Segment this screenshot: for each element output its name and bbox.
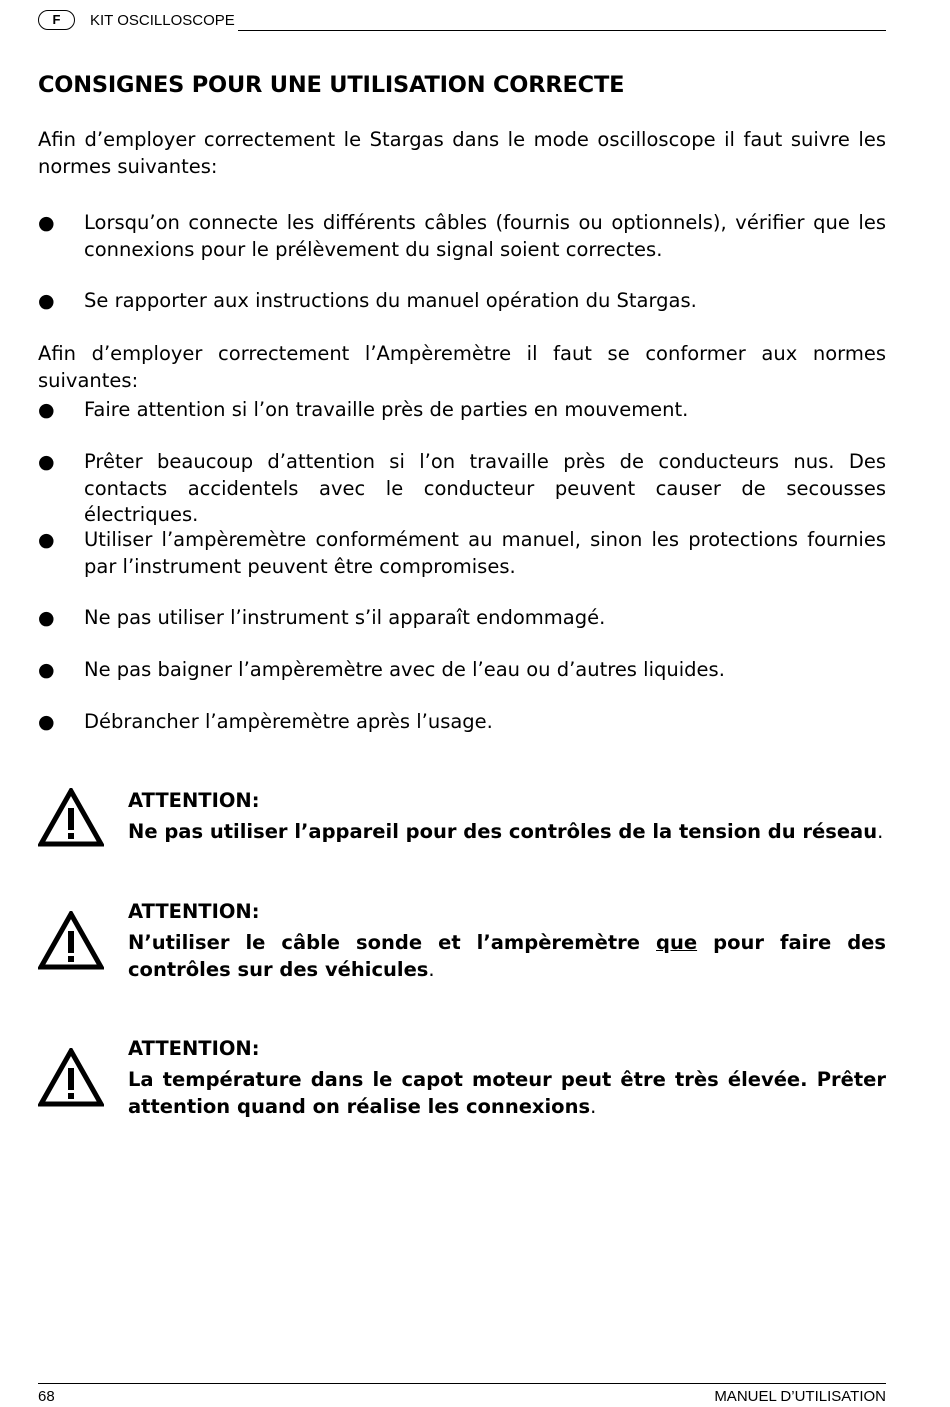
page-title: CONSIGNES POUR UNE UTILISATION CORRECTE xyxy=(38,72,625,98)
list-item xyxy=(38,709,886,736)
header-title: KIT OSCILLOSCOPE xyxy=(90,12,235,29)
warning-title: ATTENTION: xyxy=(128,1037,260,1060)
page-header xyxy=(38,10,886,34)
list-item xyxy=(38,527,886,580)
warning-title: ATTENTION: xyxy=(128,900,260,923)
bullet-icon: ● xyxy=(38,659,55,681)
list-item-text: Ne pas baigner l’ampèremètre avec de l’eau ou d’autres liquides. xyxy=(84,658,725,681)
warning-title: ATTENTION: xyxy=(128,789,260,812)
bullet-icon: ● xyxy=(38,607,55,629)
list-item xyxy=(38,657,886,684)
bullet-icon: ● xyxy=(38,399,55,421)
bullet-icon: ● xyxy=(38,529,55,551)
page-number: 68 xyxy=(38,1388,55,1405)
warning-triangle-icon xyxy=(38,911,104,971)
list-item xyxy=(38,397,886,424)
bullet-icon: ● xyxy=(38,451,55,473)
list-item-text: Faire attention si l’on travaille près de parties en mouvement. xyxy=(84,398,689,421)
list-item-text: Débrancher l’ampèremètre après l’usage. xyxy=(84,710,493,733)
warning-text: Ne pas utiliser l’appareil pour des contrôles de la tension du réseau. xyxy=(128,820,884,843)
footer-manual-label: MANUEL D’UTILISATION xyxy=(714,1388,886,1405)
warning-text: La température dans le capot moteur peut être très élevée. Prêter attention quand on réalise les connexions. xyxy=(128,1068,886,1118)
warning-triangle-icon xyxy=(38,788,104,848)
list-item-text: Utiliser l’ampèremètre conformément au manuel, sinon les protections fournies par l’instrument peuvent être compromises. xyxy=(84,528,886,578)
bullet-icon: ● xyxy=(38,290,55,312)
warning-triangle-icon xyxy=(38,1048,104,1108)
footer-rule xyxy=(38,1383,886,1384)
list-item-text: Se rapporter aux instructions du manuel opération du Stargas. xyxy=(84,289,697,312)
list-item-text: Ne pas utiliser l’instrument s’il apparaît endommagé. xyxy=(84,606,606,629)
language-badge: F xyxy=(38,10,75,30)
intro-ammeter: Afin d’employer correctement l’Ampèremètre il faut se conformer aux normes suivantes: xyxy=(38,342,886,392)
list-item-text: Prêter beaucoup d’attention si l’on travaille près de conducteurs nus. Des contacts accidentels avec le conducteur peuvent causer de secousses électriques. xyxy=(84,450,886,526)
list-item xyxy=(38,449,886,529)
bullet-icon: ● xyxy=(38,212,55,234)
list-item xyxy=(38,210,886,263)
bullet-icon: ● xyxy=(38,711,55,733)
intro-stargas: Afin d’employer correctement le Stargas dans le mode oscilloscope il faut suivre les normes suivantes: xyxy=(38,128,886,178)
warning-text: N’utiliser le câble sonde et l’ampèremètre que pour faire des contrôles sur des véhicules. xyxy=(128,931,886,981)
list-item xyxy=(38,288,886,315)
header-rule xyxy=(238,30,886,31)
list-item xyxy=(38,605,886,632)
list-item-text: Lorsqu’on connecte les différents câbles (fournis ou optionnels), vérifier que les connexions pour le prélèvement du signal soient correctes. xyxy=(84,211,886,261)
